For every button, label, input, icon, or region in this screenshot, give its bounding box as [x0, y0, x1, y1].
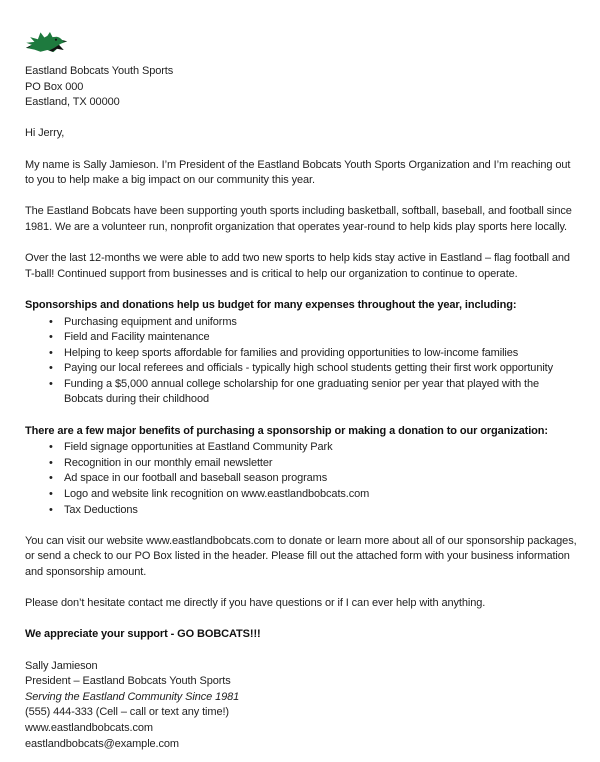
bobcat-logo-icon	[25, 30, 68, 58]
benefits-bullet-list	[25, 440, 577, 518]
history-paragraph: The Eastland Bobcats have been supporting youth sports including basketball, softball, baseball, and football since 1981. We are a volunteer run, nonprofit organization that operates year-round to help kids play sports here locally.	[25, 205, 572, 233]
list-item: • Recognition in our monthly email newsletter	[64, 456, 569, 472]
new-sports-paragraph: Over the last 12-months we were able to add two new sports to help kids stay active in Eastland – flag football and T-ball! Continued support from businesses and is critical to help our organization to continue to operate.	[25, 252, 570, 280]
list-item: • Field and Facility maintenance	[64, 330, 569, 346]
list-item: • Paying our local referees and officials - typically high school students getting their first work opportunity	[64, 361, 569, 377]
benefits-section-heading: There are a few major benefits of purchasing a sponsorship or making a donation to our organization:	[25, 424, 548, 437]
org-name: Eastland Bobcats Youth Sports	[25, 65, 174, 77]
list-item: • Logo and website link recognition on www.eastlandbobcats.com	[64, 487, 569, 503]
expenses-section-heading: Sponsorships and donations help us budget for many expenses throughout the year, including:	[25, 298, 517, 311]
list-item: • Purchasing equipment and uniforms	[64, 315, 569, 331]
greeting: Hi Jerry,	[25, 127, 65, 140]
signature-name: Sally Jamieson	[25, 659, 98, 672]
list-item: • Funding a $5,000 annual college scholarship for one graduating senior per year that played with the Bobcats during their childhood	[64, 377, 569, 408]
signature-block	[25, 659, 577, 753]
signature-title: President – Eastland Bobcats Youth Sports	[25, 675, 231, 688]
signature-website: www.eastlandbobcats.com	[25, 721, 153, 734]
intro-paragraph: My name is Sally Jamieson. I’m President of the Eastland Bobcats Youth Sports Organization and I’m reaching out to you to help make a big impact on our community this year.	[25, 158, 571, 187]
signature-phone: (555) 444-333 (Cell – call or text any time!)	[25, 706, 229, 719]
list-item: • Ad space in our football and baseball season programs	[64, 471, 569, 487]
list-item: • Field signage opportunities at Eastland Community Park	[64, 440, 569, 456]
sender-address-block	[25, 64, 577, 111]
call-to-action-paragraph: You can visit our website www.eastlandbobcats.com to donate or learn more about all of our sponsorship packages, or send a check to our PO Box listed in the header. Please fill out the attached form with your business information and sponsorship amount.	[25, 534, 577, 578]
list-item: • Tax Deductions	[64, 503, 569, 519]
city-state-zip-line: Eastland, TX 00000	[25, 96, 120, 109]
signature-email: eastlandbobcats@example.com	[25, 737, 179, 750]
po-box-line: PO Box 000	[25, 80, 84, 93]
expenses-bullet-list	[25, 315, 577, 409]
signature-tagline: Serving the Eastland Community Since 1981	[25, 690, 240, 703]
list-item: • Helping to keep sports affordable for families and providing opportunities to low-income families	[64, 346, 569, 362]
closing-line: We appreciate your support - GO BOBCATS!!!	[25, 628, 261, 641]
contact-paragraph: Please don’t hesitate contact me directly if you have questions or if I can ever help with anything.	[25, 597, 486, 610]
